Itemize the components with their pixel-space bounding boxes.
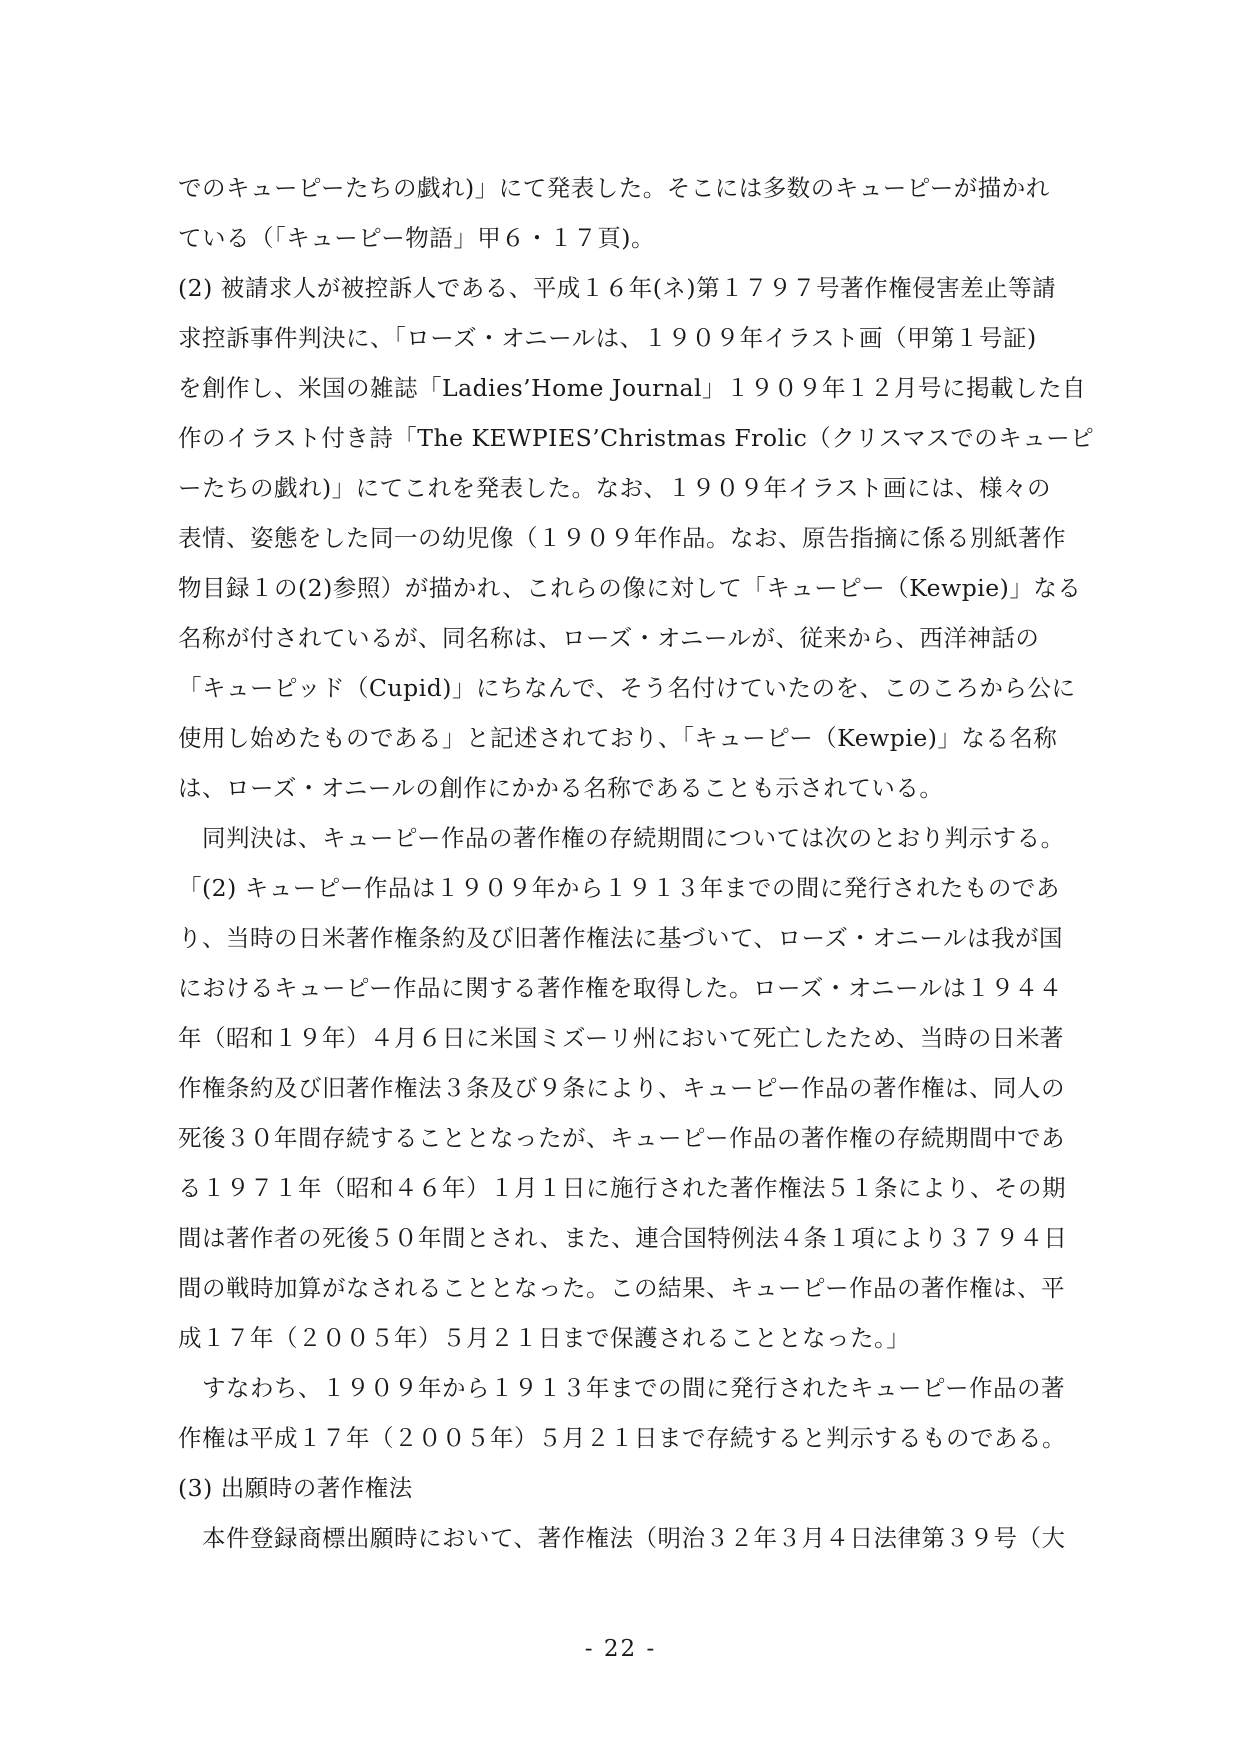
section-heading: (3) 出願時の著作権法 — [178, 1474, 413, 1502]
text-line: すなわち、１９０９年から１９１３年までの間に発行されたキューピー作品の著 — [178, 1374, 1066, 1402]
text-line: 本件登録商標出願時において、著作権法（明治３２年３月４日法律第３９号（大 — [178, 1524, 1066, 1552]
text-line: り、当時の日米著作権条約及び旧著作権法に基づいて、ローズ・オニールは我が国 — [178, 924, 1063, 952]
text-line: 間の戦時加算がなされることとなった。この結果、キューピー作品の著作権は、平 — [178, 1274, 1066, 1302]
text-line: 「キューピッド（Cupid)」にちなんで、そう名付けていたのを、このころから公に — [178, 674, 1076, 702]
page-number: - 22 - — [584, 1636, 657, 1662]
text-line: 成１７年（２００５年）５月２１日まで保護されることとなった。」 — [178, 1324, 911, 1352]
text-line: を創作し、米国の雑誌「Ladies’Home Journal」１９０９年１２月号に掲載した自 — [178, 374, 1087, 402]
text-line: 間は著作者の死後５０年間とされ、また、連合国特例法４条１項により３７９４日 — [178, 1224, 1068, 1252]
text-line: 作権条約及び旧著作権法３条及び９条により、キューピー作品の著作権は、同人の — [178, 1074, 1066, 1102]
text-line: でのキューピーたちの戯れ)」にて発表した。そこには多数のキューピーが描かれ — [178, 174, 1050, 202]
text-line: 「(2) キューピー作品は１９０９年から１９１３年までの間に発行されたものであ — [178, 874, 1060, 902]
text-line: (2) 被請求人が被控訴人である、平成１６年(ネ)第１７９７号著作権侵害差止等請 — [178, 274, 1057, 302]
text-line: 作権は平成１７年（２００５年）５月２１日まで存続すると判示するものである。 — [178, 1424, 1066, 1452]
text-line: 表情、姿態をした同一の幼児像（１９０９年作品。なお、原告指摘に係る別紙著作 — [178, 524, 1066, 552]
text-line: 物目録１の(2)参照）が描かれ、これらの像に対して「キューピー（Kewpie)」なる — [178, 574, 1082, 602]
text-line: におけるキューピー作品に関する著作権を取得した。ローズ・オニールは１９４４ — [178, 974, 1063, 1002]
text-line: 作のイラスト付き詩「The KEWPIES’Christmas Frolic（クリスマスでのキューピ — [178, 424, 1095, 452]
text-line: ーたちの戯れ)」にてこれを発表した。なお、１９０９年イラスト画には、様々の — [178, 474, 1051, 502]
text-line: 同判決は、キューピー作品の著作権の存続期間については次のとおり判示する。 — [178, 824, 1065, 852]
text-line: 年（昭和１９年）４月６日に米国ミズーリ州において死亡したため、当時の日米著 — [178, 1024, 1064, 1052]
text-line: 使用し始めたものである」と記述されており、「キューピー（Kewpie)」なる名称 — [178, 724, 1058, 752]
text-line: 死後３０年間存続することとなったが、キューピー作品の著作権の存続期間中であ — [178, 1124, 1066, 1152]
text-line: 求控訴事件判決に、「ローズ・オニールは、１９０９年イラスト画（甲第１号証) — [178, 324, 1037, 352]
text-line: る１９７１年（昭和４６年）１月１日に施行された著作権法５１条により、その期 — [178, 1174, 1066, 1202]
text-line: は、ローズ・オニールの創作にかかる名称であることも示されている。 — [178, 774, 944, 802]
text-line: 名称が付されているが、同名称は、ローズ・オニールが、従来から、西洋神話の — [178, 624, 1040, 652]
text-line: ている（「キューピー物語」甲６・１７頁)。 — [178, 224, 655, 252]
